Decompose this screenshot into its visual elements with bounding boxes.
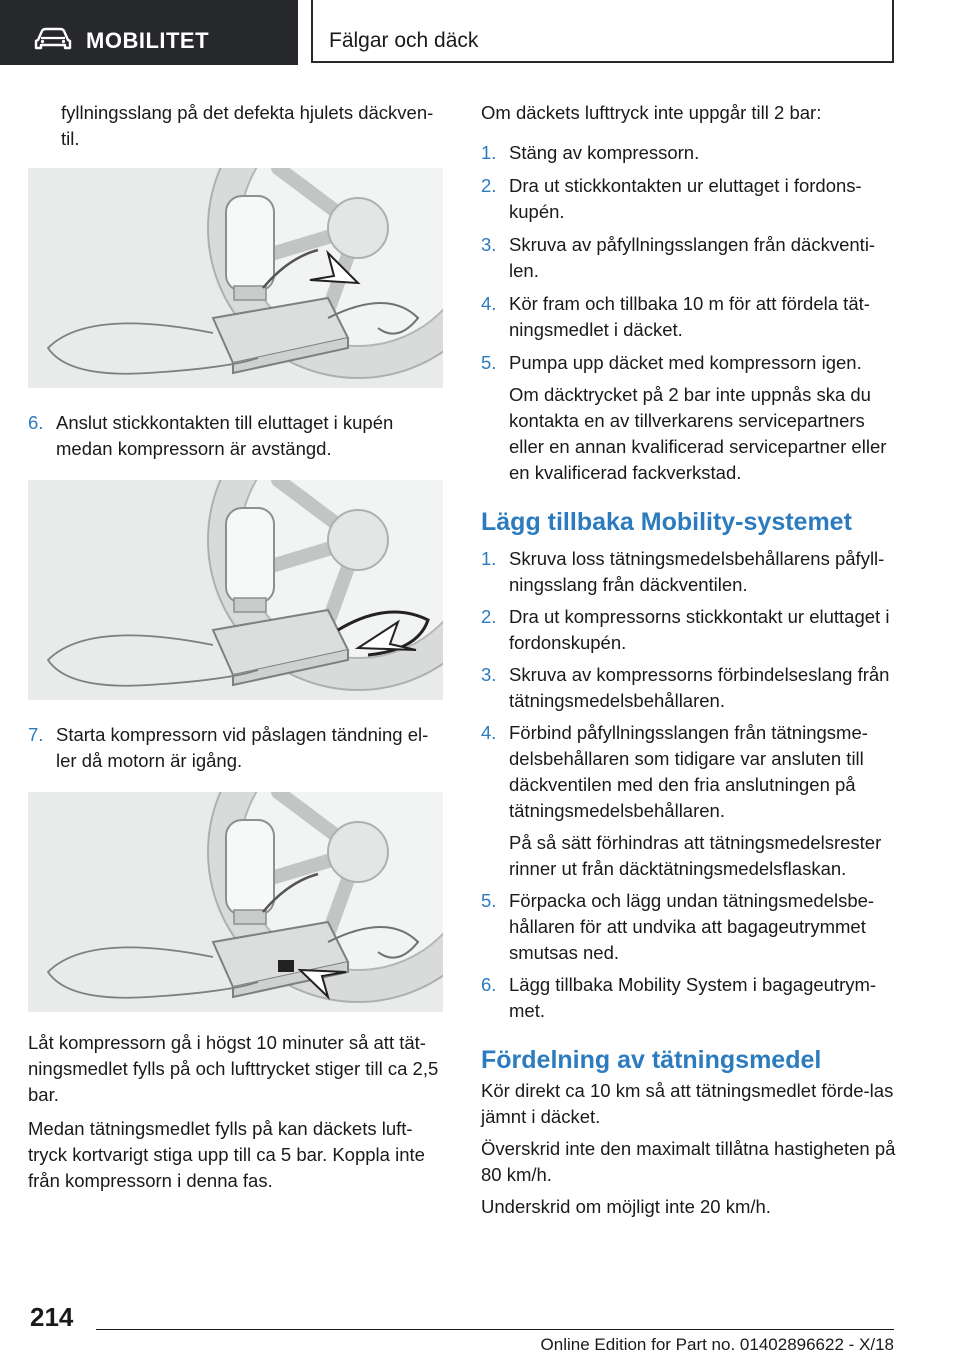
step-number: 1. bbox=[481, 548, 497, 569]
paragraph-drive-direct: Kör direkt ca 10 km så att tätningsmedlet förde‐las jämnt i däcket. bbox=[481, 1080, 894, 1127]
step-text: Starta kompressorn vid påslagen tändning el‐ler då motorn är igång. bbox=[56, 724, 429, 771]
step-text: Stäng av kompressorn. bbox=[509, 142, 700, 163]
step-number: 4. bbox=[481, 722, 497, 743]
step-text: Anslut stickkontakten till eluttaget i kupén medan kompressorn är avstängd. bbox=[56, 412, 394, 459]
paragraph-max-speed: Överskrid inte den maximalt tillåtna hastigheten på 80 km/h. bbox=[481, 1138, 896, 1185]
step-5 bbox=[481, 888, 896, 966]
step-text: Skruva av påfyllningsslangen från däckventi‐len. bbox=[509, 234, 876, 281]
paragraph-min-speed: Underskrid om möjligt inte 20 km/h. bbox=[481, 1196, 771, 1217]
step-text: Skruva av kompressorns förbindelseslang från tätningsmedelsbehållaren. bbox=[509, 664, 890, 711]
header-chapter-tab bbox=[311, 0, 894, 63]
step-6 bbox=[28, 410, 443, 462]
step-text: Skruva loss tätningsmedelsbehållarens påfyll‐ningsslang från däckventilen. bbox=[509, 548, 885, 595]
intro-text: fyllningsslang på det defekta hjulets däckven‐til. bbox=[61, 102, 434, 149]
steps-put-back bbox=[481, 546, 896, 1024]
step-text: Dra ut stickkontakten ur eluttaget i fordons‐kupén. bbox=[509, 175, 862, 222]
step-4-note: På så sätt förhindras att tätningsmedelsrester rinner ut från däcktätningsmedelsflaskan. bbox=[509, 832, 882, 879]
steps-low-pressure bbox=[481, 140, 896, 486]
step-text: Pumpa upp däcket med kompressorn igen. bbox=[509, 352, 862, 373]
right-column bbox=[481, 100, 896, 1220]
right-intro: Om däckets lufttryck inte uppgår till 2 bar: bbox=[481, 102, 822, 123]
car-icon bbox=[34, 27, 72, 51]
step-number: 3. bbox=[481, 664, 497, 685]
footer-divider bbox=[96, 1329, 894, 1330]
heading-put-back: Lägg tillbaka Mobility-systemet bbox=[481, 508, 852, 536]
step-number: 3. bbox=[481, 234, 497, 255]
illustration-connect-hose bbox=[28, 168, 443, 388]
step-text: Dra ut kompressorns stickkontakt ur eluttaget i fordonskupén. bbox=[509, 606, 890, 653]
step-text: Lägg tillbaka Mobility System i bagageutrym‐met. bbox=[509, 974, 877, 1021]
step-3 bbox=[481, 662, 896, 714]
step-5 bbox=[481, 350, 896, 376]
step-text: Förbind påfyllningsslangen från tätningsme‐delsbehållaren som tidigare var ansluten till däckventilen med den fria anslutningen på tätningsmedelsbehållaren. bbox=[509, 722, 868, 821]
heading-distribution: Fördelning av tätningsmedel bbox=[481, 1046, 822, 1074]
illustration-compressor-switch bbox=[28, 792, 443, 1012]
step-4 bbox=[481, 291, 896, 343]
step-6 bbox=[481, 972, 896, 1024]
left-column bbox=[28, 100, 443, 1194]
paragraph-run-time: Låt kompressorn gå i högst 10 minuter så att tät‐ningsmedlet fylls på och lufttrycket stiger till ca 2,5 bar. bbox=[28, 1032, 439, 1105]
illustration-plug-connector bbox=[28, 480, 443, 700]
step-text: Förpacka och lägg undan tätningsmedelsbe‐hållaren för att undvika att bagageutrymmet smutsas ned. bbox=[509, 890, 875, 963]
step-number: 4. bbox=[481, 293, 497, 314]
step-4 bbox=[481, 720, 896, 824]
step-1 bbox=[481, 546, 896, 598]
paragraph-pressure-peak: Medan tätningsmedlet fylls på kan däckets luft‐tryck kortvarigt stiga upp till ca 5 bar. Koppla inte från kompressorn i denna fas. bbox=[28, 1118, 425, 1191]
step-number: 6. bbox=[28, 412, 44, 433]
step-number: 5. bbox=[481, 352, 497, 373]
step-number: 6. bbox=[481, 974, 497, 995]
step-text: Kör fram och tillbaka 10 m för att fördela tät‐ningsmedlet i däcket. bbox=[509, 293, 870, 340]
step-number: 2. bbox=[481, 175, 497, 196]
page-number: 214 bbox=[30, 1302, 74, 1332]
step-2 bbox=[481, 604, 896, 656]
step-number: 2. bbox=[481, 606, 497, 627]
step-7 bbox=[28, 722, 443, 774]
section-title: MOBILITET bbox=[86, 28, 210, 53]
step-3 bbox=[481, 232, 896, 284]
header-section-tab bbox=[0, 0, 298, 65]
step-number: 5. bbox=[481, 890, 497, 911]
step-number: 1. bbox=[481, 142, 497, 163]
step-1 bbox=[481, 140, 896, 166]
edition-text: Online Edition for Part no. 01402896622 - X/18 bbox=[540, 1335, 894, 1354]
step-2 bbox=[481, 173, 896, 225]
step-5-note: Om däcktrycket på 2 bar inte uppnås ska du kontakta en av tillverkarens servicepartners eller en annan kvalificerad servicepartner eller en kvalificerad fackverkstad. bbox=[509, 384, 887, 483]
chapter-title: Fälgar och däck bbox=[329, 29, 479, 52]
step-number: 7. bbox=[28, 724, 44, 745]
